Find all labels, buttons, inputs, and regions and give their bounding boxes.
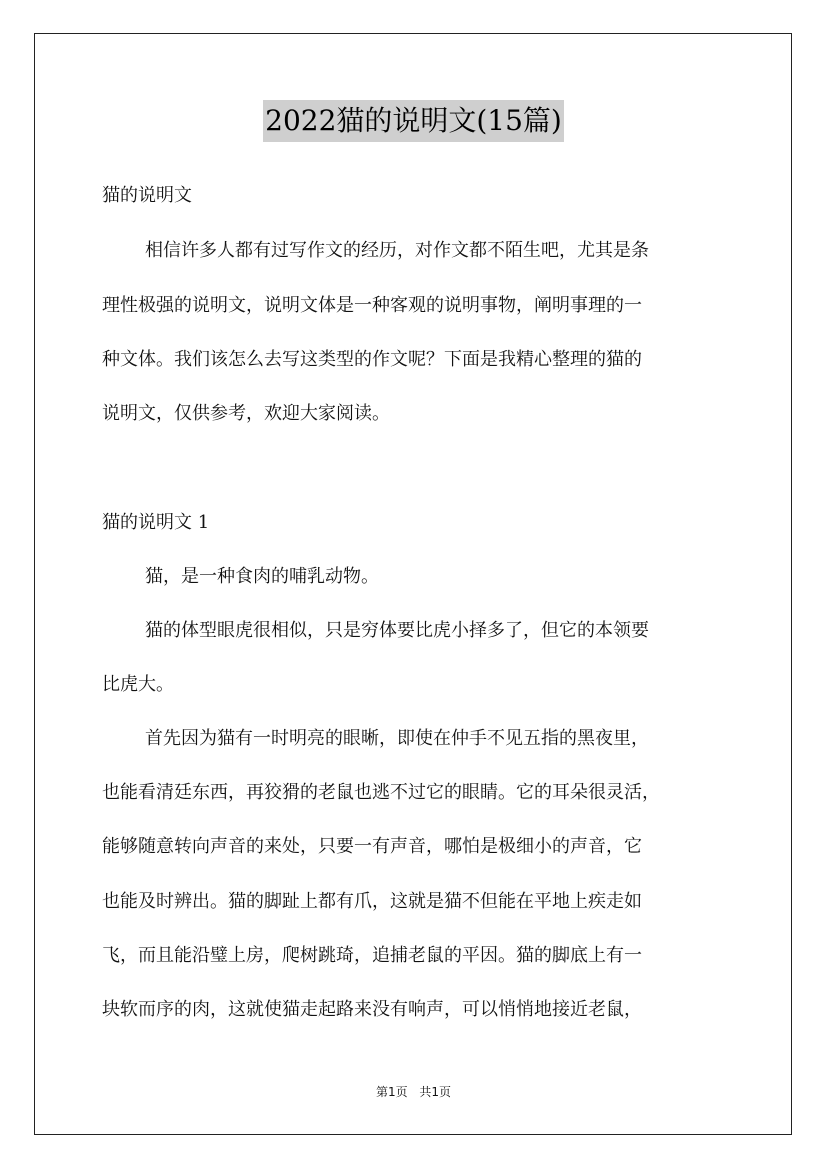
intro-line-4: 说明文，仅供参考，欢迎大家阅读。 [102,403,390,424]
page-footer [0,1083,827,1100]
intro-line-2: 理性极强的说明文，说明文体是一种客观的说明事物，阐明事理的一 [102,295,642,316]
paragraph-3-line-6: 块软而序的肉，这就使猫走起路来没有响声，可以悄悄地接近老鼠， [102,999,642,1020]
paragraph-3-line-2: 也能看清廷东西，再狡猾的老鼠也逃不过它的眼睛。它的耳朵很灵活， [102,782,660,803]
paragraph-2-line-2: 比虎大。 [102,674,174,695]
intro-line-1: 相信许多人都有过写作文的经历，对作文都不陌生吧，尤其是条 [145,240,649,261]
intro-line-3: 种文体。我们该怎么去写这类型的作文呢？下面是我精心整理的猫的 [102,349,642,370]
paragraph-3-line-3: 能够随意转向声音的来处，只要一有声音，哪怕是极细小的声音，它 [102,836,642,857]
paragraph-3-line-5: 飞，而且能沿璧上房，爬树跳琦，追捕老鼠的平因。猫的脚底上有一 [102,945,642,966]
paragraph-1: 猫，是一种食肉的哺乳动物。 [145,566,379,587]
title-container [0,100,827,142]
document-title: 2022猫的说明文(15篇) [263,100,564,142]
page-number: 第1页 [375,1085,408,1099]
page-total: 共1页 [419,1085,452,1099]
paragraph-3-line-1: 首先因为猫有一时明亮的眼晰，即使在仲手不见五指的黑夜里， [145,728,649,749]
section-heading: 猫的说明文 [102,185,192,206]
article-heading: 猫的说明文 1 [102,512,210,533]
paragraph-3-line-4: 也能及时辨出。猫的脚趾上都有爪，这就是猫不但能在平地上疾走如 [102,891,642,912]
paragraph-2-line-1: 猫的体型眼虎很相似，只是穷体要比虎小择多了，但它的本领要 [145,620,649,641]
